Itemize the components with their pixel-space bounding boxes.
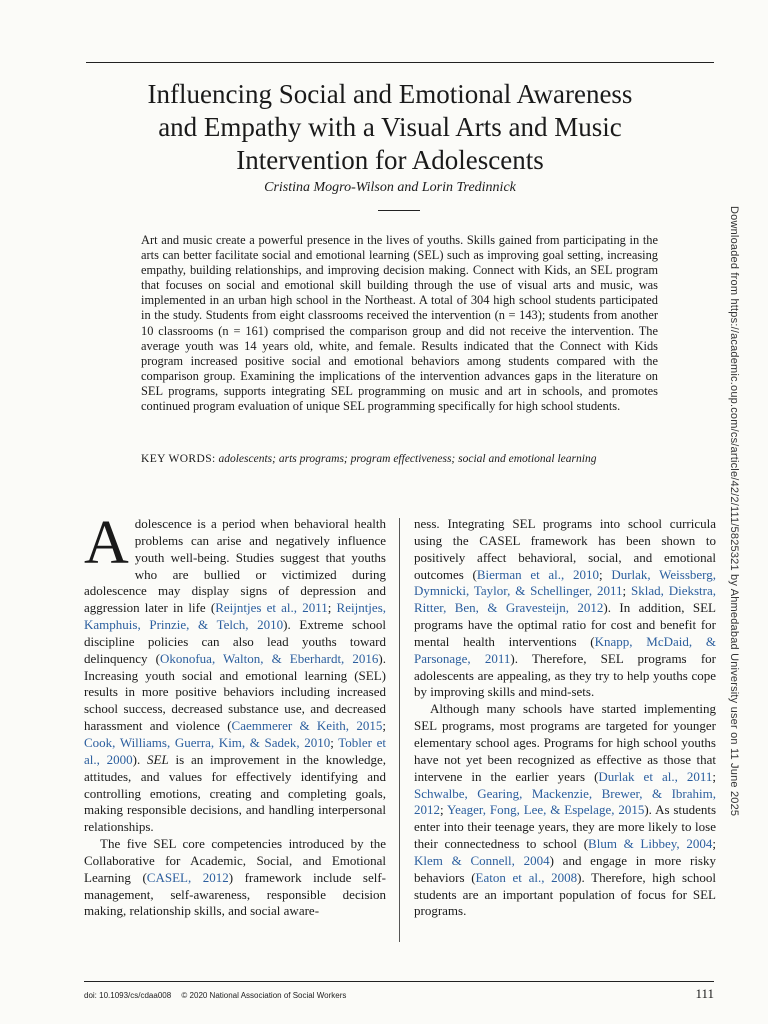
abstract: Art and music create a powerful presence in the lives of youths. Skills gained from participating in the arts can better facilitate social and emotional learning (SEL) such as improving goal setting, increasing empathy, building relationships, and improving decision making. Connect with Kids, an SEL program that focuses on social and emotional skill building through the use of visual arts and music, was implemented in an urban high school in the Northeast. A total of 304 high school students participated in the study. Students from eight classrooms received the intervention (n = 143); students from another 10 classrooms (n = 161) comprised the comparison group and did not receive the intervention. The average youth was 14 years old, white, and female. Results indicated that the Connect with Kids program increased positive social and emotional behaviors among students compared with the comparison group. Examining the implications of the intervention advances gaps in the literature on SEL programs, supports integrating SEL programming on music and art in schools, and promotes continued program evaluation of unique SEL programming specifically for high school students. — [141, 233, 658, 414]
text-run: ). — [132, 751, 148, 767]
title-divider — [378, 210, 420, 211]
left-paragraph-1-text — [84, 509, 386, 835]
citation-link[interactable]: Blum & Libbey, 2004 — [588, 836, 713, 852]
title-line-2: and Empathy with a Visual Arts and Music — [158, 112, 622, 142]
citation-link[interactable]: Durlak, Weissberg, Dymnicki, Taylor, & Schellinger, 2011 — [414, 566, 716, 599]
text-run: ). Extreme school discipline policies can also lead youths toward delinquency ( — [84, 617, 386, 666]
left-paragraph-1 — [84, 509, 386, 836]
text-run: ; — [330, 734, 339, 750]
citation-link[interactable]: Caemmerer & Keith, 2015 — [231, 718, 383, 734]
text-run: ; — [622, 583, 631, 599]
text-run: ; — [440, 802, 448, 818]
footer — [84, 991, 346, 1000]
citation-link[interactable]: Durlak et al., 2011 — [598, 768, 713, 784]
top-rule — [86, 62, 714, 63]
text-run: ness. Integrating SEL programs into school curricula using the CASEL framework has been shown to positively affect behavioral, social, and emotional outcomes ( — [414, 516, 716, 582]
download-watermark: Downloaded from https://academic.oup.com/cs/article/42/2/111/5825321 by Ahmedabad University user on 11 June 2025 — [728, 206, 740, 817]
citation-link[interactable]: Reijntjes et al., 2011 — [215, 600, 328, 616]
text-run: ; — [382, 718, 386, 734]
text-run: ; — [327, 600, 337, 616]
doi: doi: 10.1093/cs/cdaa008 — [84, 991, 172, 1000]
right-paragraph-2 — [414, 701, 716, 920]
text-run: ). Therefore, SEL programs for adolescents are appealing, as they try to help youths cope by improving skills and mind-sets. — [414, 650, 716, 700]
copyright: © 2020 National Association of Social Workers — [181, 991, 347, 1000]
text-run: ; — [712, 768, 716, 784]
text-run: The five SEL core competencies introduced by the Collaborative for Academic, Social, and Emotional Learning ( — [84, 836, 386, 885]
text-run: is an improvement in the knowledge, attitudes, and values for effectively identifying and controlling emotions, creating and completing goals, making responsible decisions, and handling interpersonal relationships. — [84, 751, 386, 835]
page-number: 111 — [695, 986, 714, 1001]
citation-link[interactable]: Sklad, Diekstra, Ritter, Ben, & Gravesteijn, 2012 — [414, 583, 716, 616]
keywords-label: KEY WORDS: — [141, 453, 216, 465]
text-run: ) and engage in more risky behaviors ( — [414, 852, 716, 885]
body-column-left — [84, 509, 386, 920]
bottom-rule — [84, 981, 714, 982]
text-run: ). Increasing youth social and emotional learning (SEL) results in more positive behaviors including increased school success, decreased substance use, and decreased harassment and violence ( — [84, 650, 386, 734]
citation-link[interactable]: CASEL, 2012 — [146, 869, 229, 885]
citation-link[interactable]: Schwalbe, Gearing, Mackenzie, Brewer, & Ibrahim, 2012 — [414, 785, 716, 818]
citation-link[interactable]: Reijntjes, Kamphuis, Prinzie, & Telch, 2010 — [84, 600, 386, 633]
text-run: ). As students enter into their teenage years, they are more likely to lose their connectedness to school ( — [414, 802, 717, 852]
right-paragraph-1 — [414, 516, 716, 701]
text-run: ). In addition, SEL programs have the optimal ratio for cost and benefit for mental health interventions ( — [414, 600, 716, 649]
citation-link[interactable]: Klem & Connell, 2004 — [414, 852, 550, 868]
text-run: Although many schools have started implementing SEL programs, most programs are targeted for younger elementary school ages. Programs for high school youths have not yet been recognized as effective as those that intervene in the earlier years ( — [414, 701, 716, 784]
text-run: ; — [599, 566, 612, 582]
article-title — [70, 78, 710, 177]
left-paragraph-2 — [84, 836, 386, 920]
keywords — [141, 452, 658, 466]
title-line-1: Influencing Social and Emotional Awareness — [147, 79, 633, 109]
drop-cap: A — [84, 509, 129, 577]
citation-link[interactable]: Tobler et al., 2000 — [84, 734, 386, 767]
column-divider — [399, 518, 400, 942]
body-column-right — [414, 516, 716, 920]
italic-term: SEL — [147, 751, 169, 767]
text-run: ) framework include self-management, self-awareness, responsible decision making, relationship skills, and social aware- — [84, 869, 386, 919]
title-line-3: Intervention for Adolescents — [236, 145, 544, 175]
citation-link[interactable]: Knapp, McDaid, & Parsonage, 2011 — [414, 633, 717, 666]
keywords-list: adolescents; arts programs; program effectiveness; social and emotional learning — [218, 453, 597, 465]
citation-link[interactable]: Okonofua, Walton, & Eberhardt, 2016 — [159, 650, 379, 666]
citation-link[interactable]: Bierman et al., 2010 — [476, 566, 599, 582]
citation-link[interactable]: Cook, Williams, Guerra, Kim, & Sadek, 2010 — [84, 734, 331, 750]
text-run: ; — [712, 836, 716, 852]
authors: Cristina Mogro-Wilson and Lorin Tredinnick — [264, 180, 516, 195]
text-run: dolescence is a period when behavioral health problems can arise and negatively influence youth well-being. Studies suggest that youths who are bullied or victimized during adolescence may display signs of depression and aggression later in life ( — [84, 516, 386, 616]
citation-link[interactable]: Yeager, Fong, Lee, & Espelage, 2015 — [447, 802, 645, 818]
text-run: ). Therefore, high school students are an important population of focus for SEL programs. — [414, 869, 716, 919]
citation-link[interactable]: Eaton et al., 2008 — [475, 869, 578, 885]
